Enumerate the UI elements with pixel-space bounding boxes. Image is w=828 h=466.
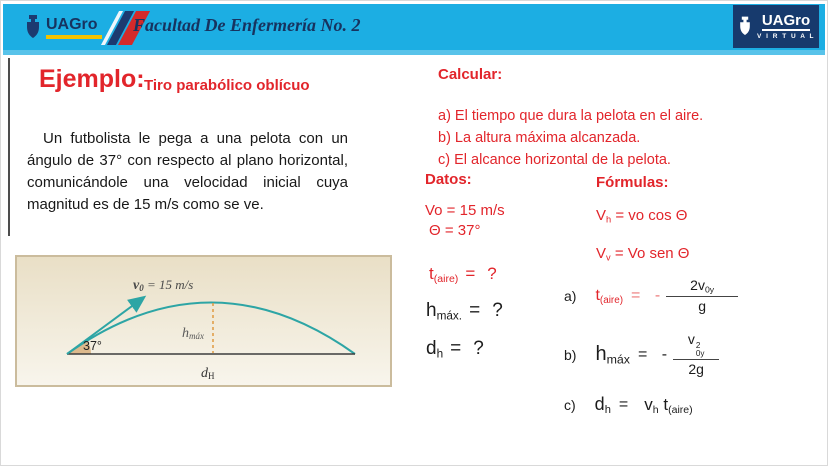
solution-a-label: a) [564,288,577,304]
projectile-diagram [15,255,392,387]
trajectory-curve [67,303,355,355]
uagro-wordmark: UAGro [46,16,98,33]
hmax-label: hmáx [182,326,204,341]
uagro-virtual-logo [733,5,819,48]
calcular-item-c: c) El alcance horizontal de la pelota. [438,152,671,168]
solution-a-fraction: $\frac{2v_{0y}}{g}$ [666,277,738,316]
solution-a [564,271,738,321]
unknown-height: $h_{máx.}$ = ? [426,300,503,323]
formula-vh: $V_h$ = vo cos Θ [596,207,688,225]
faculty-title: Facultad De Enfermería No. 2 [133,15,361,35]
topic-title: Tiro parabólico oblícuo [144,77,310,94]
uagro-virtual-wordmark: UAGro [761,12,811,29]
velocity-arrow [67,298,143,354]
uagro-banner-strip [46,35,102,39]
calcular-list [438,105,778,171]
solution-b-fraction: v 2 0y 2g [673,331,719,378]
solution-a-lhs: $t_{(aire)}$ [595,286,624,306]
formula-vv: $V_v = Vo$ sen Θ [596,245,690,263]
dato-velocidad: Vo = 15 m/s [425,202,505,219]
header-bar [3,4,825,50]
solution-b-lhs: $h_{máx}$ [595,343,630,367]
problem-statement: Un futbolista le pega a una pelota con un ángulo de 37° con respecto al plano horizontal, comunicándole una velocidad inicial cuya magnitud es de 15 m/s como se ve. [27,130,348,214]
solution-c-equals: = [618,396,629,413]
left-edge-rule [8,58,10,236]
solution-c-label: c) [564,397,576,413]
header-accent-strip [3,50,825,55]
example-label: Ejemplo: [39,65,145,93]
uagro-logo-left [23,11,141,45]
solution-b-equals: = - [638,346,668,363]
solution-b [564,328,719,382]
unknown-range: $d_h$ = ? [426,338,484,361]
range-label: dH [201,366,215,381]
solution-c-lhs: $d_h$ [594,393,611,417]
uagro-crest-white-icon [737,14,753,40]
calcular-heading: Calcular: [438,66,503,83]
formulas-heading: Fórmulas: [596,174,669,191]
dato-angulo: Θ = 37° [429,222,481,239]
solution-a-equals: = - [631,287,661,304]
uagro-crest-icon [23,13,43,43]
calcular-item-a: a) El tiempo que dura la pelota en el aire. [438,108,704,124]
unknown-time: $t_{(aire)}$ = ? [429,264,497,285]
calcular-item-b: b) La altura máxima alcanzada. [438,130,641,146]
solution-b-label: b) [564,347,577,363]
angle-label: 37° [83,339,102,353]
velocity-label: v0 = 15 m/s [133,277,194,293]
solution-c-rhs: $v_h$ $t_{(aire)}$ [644,394,693,416]
solution-c [564,390,693,420]
datos-heading: Datos: [425,171,472,188]
virtual-label: V I R T U A L [756,33,816,40]
